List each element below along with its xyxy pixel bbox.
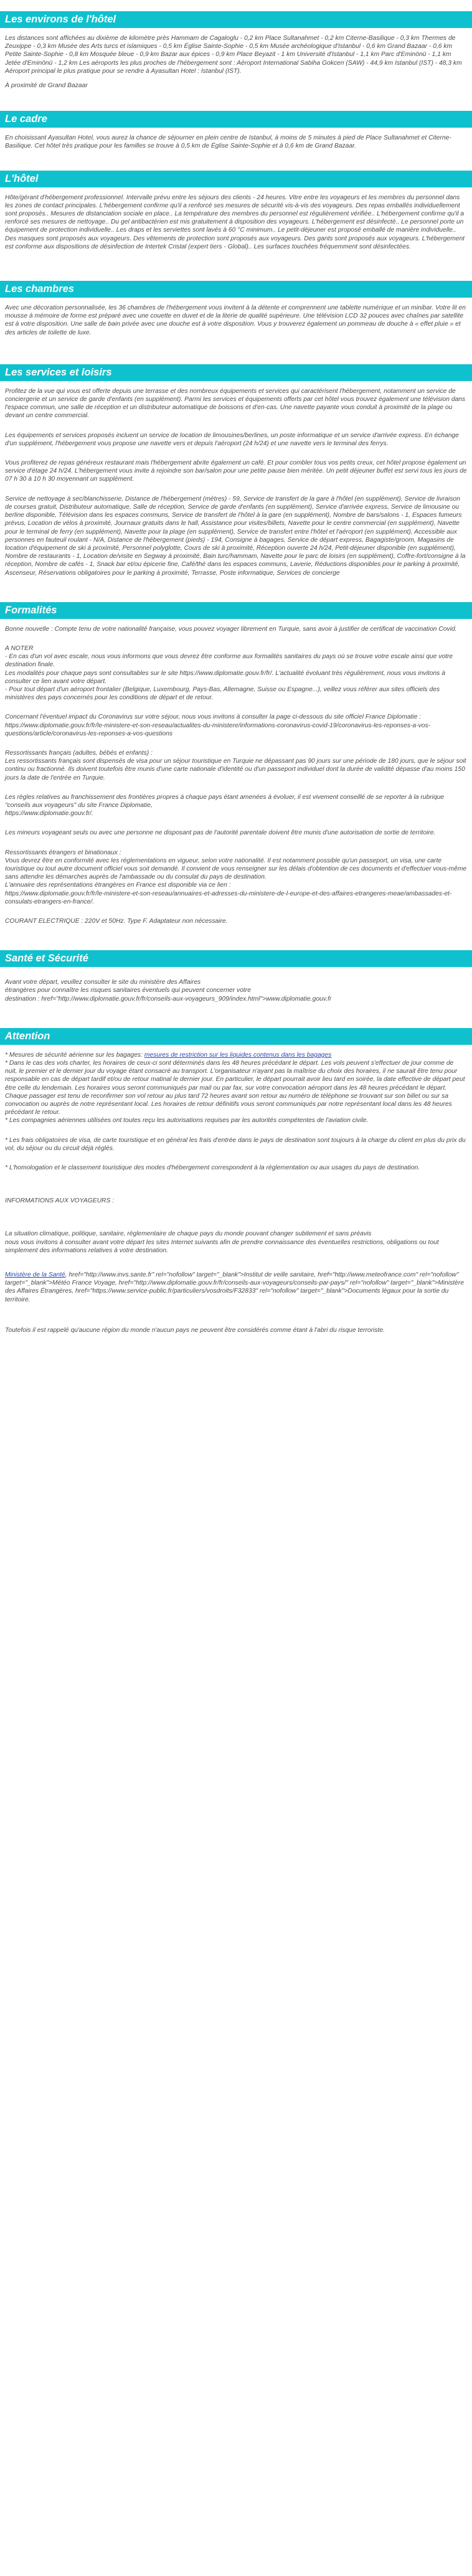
services-text-4: Service de nettoyage à sec/blanchisserie, Distance de l'hébergement (mètres) - 59, Service de transfert de la gare à l'hôtel (en supplément), Service de livraison de courses gratuit, Distributeur automatique, Salle de réception, Service de garde d'enfants (en supplément), Service d'arrivée express, Service de limousine ou berline disponible, Télévision dans les espaces communs, Service de transfert de l'hôtel à la gare (en supplément), Nombre de bars/salons - 1, Espaces fumeurs prévus, Location de vélos à proximité, Journaux gratuits dans le hall, Assistance pour visites/billets, Navette pour le centre commercial (en supplément), Navette pour le terminal de ferry (en supplément), Navette pour la plage (en supplément), Service de transfert entre l'hôtel et l'aéroport (en supplément), Accessible aux personnes en fauteuil roulant - N/A, Distance de l'hébergement (pieds) - 194, Consigne à bagages, Service de départ express, Bagagiste/groom, Magasins de location d'équipement de ski à proximité, Personnel polyglotte, Cours de ski à proximité, Réception ouverte 24 h/24, Petit-déjeuner disponible (en supplément), Nombre de restaurants - 1, Location de/visite en Segway à proximité, Bain turc/hammam, Navette pour le parc de loisirs (en supplément), Coffre-fort/consigne à la réception, Nombre de cafés - 1, Snack bar et/ou épicerie fine, Café/thé dans les espaces communs, Laverie, Réductions disponibles pour le parking à proximité, Ascenseur, Réservations obligatoires pour le parking à proximité, Terrasse, Poste informatique, Services de concierge [5,495,468,577]
section-environs [0,0,472,90]
formalites-text-1: Bonne nouvelle : Compte tenu de votre nationalité française, vous pouvez voyager librement en Turquie, sans avoir à justifier de certificat de vaccination Covid. [5,625,457,633]
attention-bagages-prefix: * Mesures de sécurité aérienne sur les bagages: [5,1051,144,1059]
environs-proximity: À proximité de Grand Bazaar [5,82,88,90]
section-title-formalites: Formalités [0,602,472,619]
attention-text-3: * L'homologation et le classement touristique des modes d'hébergement correspondent à la réglementation ou aux usages du pays de destination. [5,1164,420,1172]
attention-info-heading: INFORMATIONS AUX VOYAGEURS : [5,1197,115,1205]
section-formalites [0,602,472,925]
formalites-text-5: Les règles relatives au franchissement des frontières propres à chaque pays étant amenées à évoluer, il est vivement conseillé de se reporter à la rubrique "conseils aux voyageurs" du site France Diplomatie, https://www.diplomatie.gouv.fr/. [5,793,445,818]
section-services [0,364,472,577]
attention-text-6 [0,1271,472,1304]
formalites-text-4: Ressortissants français (adultes, bébés et enfants) : Les ressortissants français sont dispensés de visa pour un séjour touristique en Turquie ne dépassant pas 90 jours sur une période de 180 jours, que le séjour soit continu ou fractionné. Ils doivent toutefois être munis d'une carte nationale d'identité ou d'un passeport individuel dont la durée de validité dépasse d'au moins 150 jours la date de l'entrée en Turquie. [5,749,466,781]
formalites-text-6: Les mineurs voyageant seuls ou avec une personne ne disposant pas de l'autorité parentale doivent être munis d'une autorisation de sortie de territoire. [5,829,436,837]
attention-text-2: * Les frais obligatoires de visa, de carte touristique et en général les frais d'entrée dans le pays de destination sont toujours à la charge du client en plus du prix du vol, du séjour ou du circuit déjà réglés. [5,1136,468,1152]
services-text-3: Vous profiterez de repas généreux restaurant mais l'hébergement abrite également un café. Et pour combler tous vos petits creux, cet hôtel propose également un service d'étage 24 h/24. L'hébergement vous invite à rejoindre son bar/salon pour une petite pause bien méritée. Un petit déjeuner buffet est servi tous les jours de 07 h 30 à 10 h 30 moyennant un supplément. [5,460,469,483]
cadre-text: En choisissant Ayasultan Hotel, vous aurez la chance de séjourner en plein centre de Istanbul, à moins de 5 minutes à pied de Place Sultanahmet et Citerne-Basilique. Cet hôtel très pratique pour les familles se trouve à 0,5 km de Église Sainte-Sophie et à 0,6 km de Grand Bazaar. [5,134,451,150]
section-chambres [0,281,472,337]
hotel-text: Hôte/gérant d'hébergement professionnel. Intervalle prévu entre les séjours des clients - 24 heures. Vitre entre les voyageurs et les membres du personnel dans les zones de contact principales. L'hébergement confirme qu'il a renforcé ses mesures de sécurité vis-à-vis des voyageurs. Des repas emballés individuellement sont proposés.. Mesures de distanciation sociale en place.. La température des membres du personnel est régulièrement vérifiée.. L'hébergement confirme qu'il a renforcé ses mesures de nettoyage.. Du gel antibactérien est mis gratuitement à disposition des voyageurs. L'hébergement est désinfecté.. Le personnel porte un équipement de protection individuelle.. Les draps et les serviettes sont lavés à 60 °C minimum.. Le petit-déjeuner est proposé emballé de manière individuelle.. Des masques sont proposés aux voyageurs. Des vêtements de protection sont proposés aux voyageurs. Des gants sont proposés aux voyageurs. L'hébergement est conforme aux dispositions de désinfection de Intertek Cristal (expert tiers - Global).. Les surfaces touchées fréquemment sont désinfectées. [5,194,466,250]
attention-text-5: La situation climatique, politique, sanitaire, réglementaire de chaque pays du monde pouvant changer subitement et sans préavis nous vous invitons à consulter avant votre départ les sites Internet suivants afin de prendre connaissance des éventuelles restrictions, obligations ou tout simplement des informations relatives à votre destination. [5,1230,439,1254]
formalites-text-8: COURANT ELECTRIQUE : 220V et 50Hz. Type F. Adaptateur non nécessaire. [5,918,228,925]
formalites-text-7: Ressortissants étrangers et binationaux : Vous devrez être en conformité avec les réglementations en vigueur, selon votre nationalité. Il est notamment possible qu'un passeport, un visa, une carte touristique ou tout autre document officiel vous soit demandé. Il convient de vous renseigner sur les délais d'obtention de ces documents et d'effectuer vous-même sans attendre les démarches auprès de l'ambassade ou du consulat du pays de destination. L'annuaire des représentations étrangères en France est disponible via ce lien : https://www.diplomatie.gouv.fr/fr/le-ministere-et-son-reseau/annuaires-et-adresses-du-ministere-de-l-europe-et-des-affaires-etrangeres-meae/ambassades-et-consulats-etrangers-en-france/. [5,849,467,905]
section-title-sante: Santé et Sécurité [0,950,472,967]
formalites-text-3: Concernant l'éventuel impact du Coronavirus sur votre séjour, nous vous invitons à consulter la page ci-dessous du site officiel France Diplomatie : https://www.diplomatie.gouv.fr/fr/le-ministere-et-son-reseau/actualites-du-ministere/informations-coronavirus-covid-19/coronavirus-les-reponses-a-vos-questions/article/coronavirus-les-reponses-a-vos-questions [5,714,431,737]
attention-text-1 [0,1051,472,1125]
section-title-environs: Les environs de l'hôtel [0,11,472,28]
environs-distances: Les distances sont affichées au dixième de kilomètre près Hammam de Cagaloglu - 0,2 km Place Sultanahmet - 0,2 km Citerne-Basilique - 0,3 km Thermes de Zeuxippe - 0,3 km Musée des Arts turcs et islamiques - 0,5 km Église Sainte-Sophie - 0,5 km Musée archéologique d'Istanbul - 0,6 km Grand Bazaar - 0,6 km Petite Sainte-Sophie - 0,8 km Mosquée bleue - 0,9 km Bazar aux épices - 0,9 km Place Beyazit - 1 km Université d'Istanbul - 1,1 km Parc d'Eminönü - 1,1 km Jetée d'Eminönü - 1,2 km Les aéroports les plus proches de l'hébergement sont : Aéroport International Sabiha Gokcen (SAW) - 44,9 km Istanbul (IST) - 48,3 km Aéroport principal le plus pratique pour se rendre à Ayasultan Hotel : Istanbul (IST). [5,35,464,75]
services-text-2: Les équipements et services proposés incluent un service de location de limousines/berlines, un poste informatique et un service d'arrivée express. En échange d'un supplément, l'hébergement vous propose une navette vers et depuis l'aéroport (24 h/24) et une navette vers le terminal des ferrys. [5,432,461,447]
section-sante [0,950,472,1003]
section-title-cadre: Le cadre [0,111,472,128]
chambres-text: Avec une décoration personnalisée, les 36 chambres de l'hébergement vous invitent à la détente et comprennent une tablette numérique et un minibar. Votre lit en mousse à mémoire de forme est préparé avec une couette en duvet et de la literie de qualité supérieure. Une télévision LCD 32 pouces avec chaînes par satellite est à votre disposition. Une salle de bain privée avec une douche est à votre disposition. Vous y trouverez également un pommeau de douche à « effet pluie » et des articles de toilette de luxe. [5,304,468,336]
section-title-chambres: Les chambres [0,281,472,298]
attention-text-7: Toutefois il est rappelé qu'aucune région du monde n'aucun pays ne peuvent être considérés comme étant à l'abri du risque terroriste. [5,1326,385,1334]
liquids-restriction-link[interactable]: mesures de restriction sur les liquides contenus dans les bagages [144,1051,332,1059]
ministere-sante-link[interactable]: Ministère de la Santé [5,1271,65,1279]
services-text-1: Profitez de la vue qui vous est offerte depuis une terrasse et des nombreux équipements et services qui caractérisent l'hébergement, notamment un service de conciergerie et un service de garde d'enfants (en supplément). Parmi les services et équipements offerts par cet hôtel vous trouvez également une télévision dans l'espace commun, une salle de réception et un distributeur automatique de boissons et d'en-cas. Une navette payante vous conduit à proximité de la plage ou devant un centre commercial. [5,387,468,420]
sante-text: Avant votre départ, veuillez consulter le site du ministère des Affaires étrangères pour connaître les risques sanitaires éventuels qui peuvent concerner votre destination : href="http://www.diplomatie.gouv.fr/fr/conseils-aux-voyageurs_909/index.html">www.diplomatie.gouv.fr [5,979,332,1003]
attention-links-text: , href="http://www.invs.sante.fr" rel="nofollow" target="_blank">Institut de veille sanitaire, href="http://www.meteofrance.com" rel="nofollow" target="_blank">Météo France Voyage, href="http://www.diplomatie.gouv.fr/fr/conseils-aux-voyageurs/conseils-par-pays/" rel="nofollow" target="_blank">Ministère des Affaires Étrangères, href="https://www.service-public.fr/particuliers/vosdroits/F32833" rel="nofollow" target="_blank">Documents légaux pour la sortie du territoire. [5,1271,466,1303]
section-title-services: Les services et loisirs [0,364,472,381]
section-title-attention: Attention [0,1028,472,1045]
section-hotel [0,171,472,251]
section-attention [0,1028,472,1334]
formalites-text-2: A NOTER - En cas d'un vol avec escale, nous vous informons que vous devrez être conforme aux formalités sanitaires du pays où se trouve votre escale ainsi que votre destination finale. Les modalités pour chaque pays sont consultables sur le site https://www.diplomatie.gouv.fr/fr/. L'actualité évoluant très régulièrement, nous vous invitons à consulter ce lien avant votre départ. - Pour tout départ d'un aéroport frontalier (Belgique, Luxembourg, Pays-Bas, Allemagne, Suisse ou Espagne...), veillez vous référer aux sites officiels des ministères des pays concernés pour les conditions de départ et de retour. [5,644,453,702]
section-title-hotel: L'hôtel [0,171,472,187]
section-cadre [0,111,472,150]
attention-charter-text: * Dans le cas des vols charter, les horaires de ceux-ci sont déterminés dans les 48 heures précédant le départ. Les vols peuvent s'effectuer de jour comme de nuit, le premier et le dernier jour du voyage étant consacré au transport. L'organisateur n'ayant pas la maîtrise du choix des horaires, il ne saurait être tenu pour responsable en cas de départ tardif et/ou de retour matinal le dernier jour. En particulier, le départ pourrait avoir lieu tard en soirée, la date effective de départ peut être celle du lendemain. Les horaires vous seront communiqués par mail ou par fax, sur votre convocation aéroport dans les 48 heures précédant le départ. Chaque passager est tenu de reconfirmer son vol retour au plus tard 72 heures avant son retour au numéro de téléphone se trouvant sur son billet ou sur sa convocation ou auprès de notre représentant local. Les horaires de retour définitifs vous seront communiqués par notre représentant local dans les 48 heures précédant le retour. * Les compagnies aériennes utilisées ont toutes reçu les autorisations requises par les autorités compétentes de l'aviation civile. [5,1060,465,1125]
